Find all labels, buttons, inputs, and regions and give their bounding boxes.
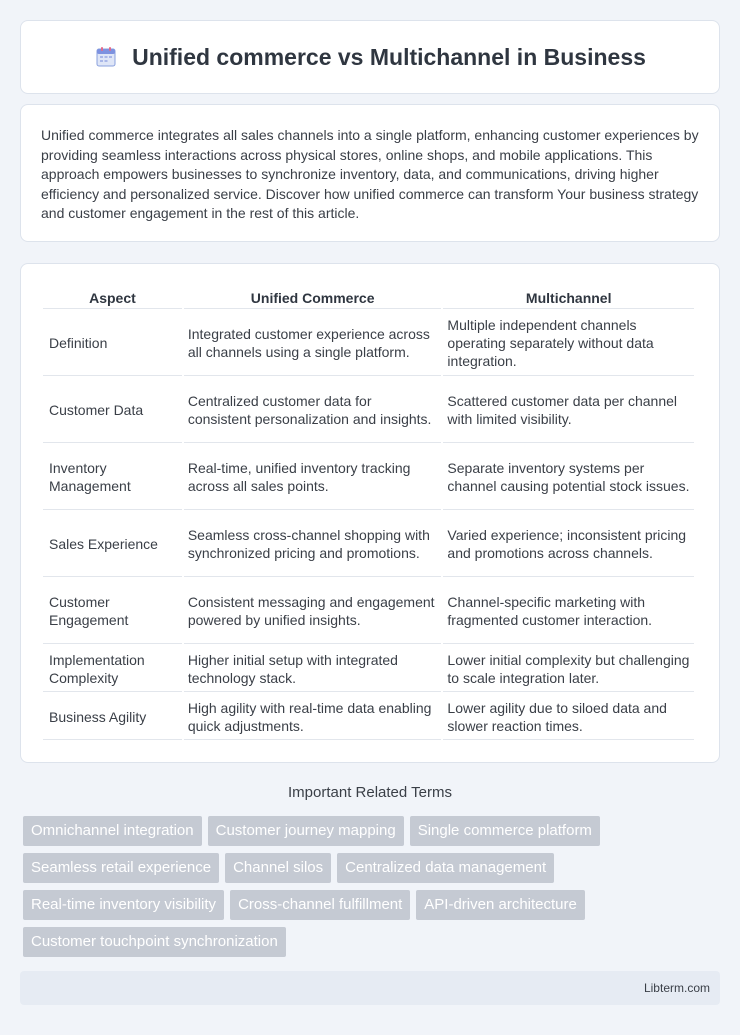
related-term-tag[interactable]: API-driven architecture xyxy=(416,890,585,920)
page-title: Unified commerce vs Multichannel in Business xyxy=(132,43,646,70)
multichannel-cell: Varied experience; inconsistent pricing and promotions across channels. xyxy=(443,512,694,577)
related-term-tag[interactable]: Customer journey mapping xyxy=(208,816,404,846)
table-row xyxy=(43,512,694,577)
multichannel-cell: Multiple independent channels operating separately without data integration. xyxy=(443,311,694,376)
header-unified-commerce: Unified Commerce xyxy=(184,288,442,309)
multichannel-cell: Scattered customer data per channel with limited visibility. xyxy=(443,378,694,443)
multichannel-cell: Lower agility due to siloed data and slower reaction times. xyxy=(443,694,694,740)
related-term-tag[interactable]: Seamless retail experience xyxy=(23,853,219,883)
related-term-tag[interactable]: Customer touchpoint synchronization xyxy=(23,927,286,957)
aspect-cell: Customer Data xyxy=(43,378,182,443)
table-row xyxy=(43,579,694,644)
comparison-table xyxy=(41,286,696,742)
table-row xyxy=(43,694,694,740)
header-aspect: Aspect xyxy=(43,288,182,309)
related-term-tag[interactable]: Real-time inventory visibility xyxy=(23,890,224,920)
aspect-cell: Customer Engagement xyxy=(43,579,182,644)
related-terms-list xyxy=(23,816,723,957)
related-term-tag[interactable]: Centralized data management xyxy=(337,853,554,883)
footer-site-link[interactable]: Libterm.com xyxy=(643,981,710,995)
intro-card xyxy=(20,104,720,242)
table-row xyxy=(43,646,694,692)
intro-text: Unified commerce integrates all sales channels into a single platform, enhancing customer experiences by providing seamless interactions across physical stores, online shops, and mobile applications. This approach empowers businesses to synchronize inventory, data, and communications, driving higher efficiency and personalized service. Discover how unified commerce can transform Your business strategy and customer engagement in the rest of this article. xyxy=(41,127,699,222)
unified-cell: Integrated customer experience across all channels using a single platform. xyxy=(184,311,442,376)
related-terms-title: Important Related Terms xyxy=(288,784,452,801)
calendar-icon xyxy=(94,45,118,69)
related-term-tag[interactable]: Single commerce platform xyxy=(410,816,600,846)
header-card xyxy=(20,20,720,94)
unified-cell: Centralized customer data for consistent personalization and insights. xyxy=(184,378,442,443)
multichannel-cell: Channel-specific marketing with fragmented customer interaction. xyxy=(443,579,694,644)
table-row xyxy=(43,445,694,510)
unified-cell: Higher initial setup with integrated technology stack. xyxy=(184,646,442,692)
aspect-cell: Definition xyxy=(43,311,182,376)
unified-cell: Real-time, unified inventory tracking across all sales points. xyxy=(184,445,442,510)
header-multichannel: Multichannel xyxy=(443,288,694,309)
multichannel-cell: Separate inventory systems per channel causing potential stock issues. xyxy=(443,445,694,510)
aspect-cell: Implementation Complexity xyxy=(43,646,182,692)
unified-cell: High agility with real-time data enabling quick adjustments. xyxy=(184,694,442,740)
aspect-cell: Inventory Management xyxy=(43,445,182,510)
multichannel-cell: Lower initial complexity but challenging to scale integration later. xyxy=(443,646,694,692)
unified-cell: Seamless cross-channel shopping with synchronized pricing and promotions. xyxy=(184,512,442,577)
table-row xyxy=(43,378,694,443)
table-header-row xyxy=(43,288,694,309)
aspect-cell: Sales Experience xyxy=(43,512,182,577)
related-term-tag[interactable]: Omnichannel integration xyxy=(23,816,202,846)
footer xyxy=(20,971,720,1005)
comparison-table-card xyxy=(20,263,720,763)
aspect-cell: Business Agility xyxy=(43,694,182,740)
related-term-tag[interactable]: Channel silos xyxy=(225,853,331,883)
table-row xyxy=(43,311,694,376)
unified-cell: Consistent messaging and engagement powered by unified insights. xyxy=(184,579,442,644)
related-term-tag[interactable]: Cross-channel fulfillment xyxy=(230,890,410,920)
